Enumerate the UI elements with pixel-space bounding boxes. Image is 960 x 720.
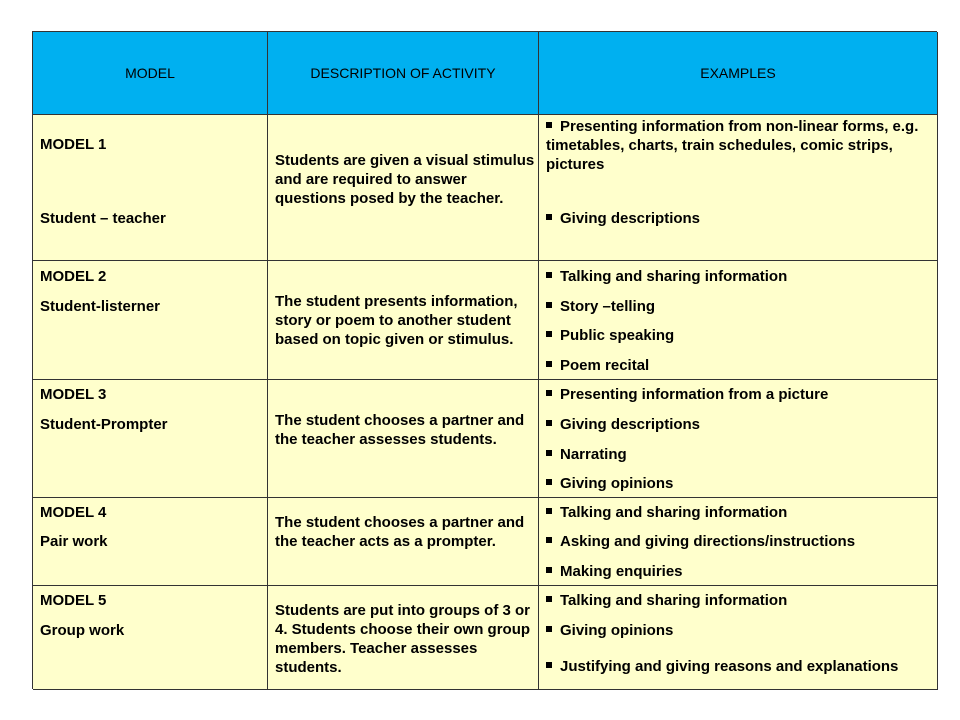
activity-models-table xyxy=(32,31,937,689)
row-2-example-3-text: Public speaking xyxy=(560,327,675,344)
row-5-description-cell xyxy=(268,586,539,690)
row-4-example-1 xyxy=(546,503,787,522)
row-2-description: The student presents information, story or poem to another student based on topic given or stimulus. xyxy=(275,293,518,348)
row-5-example-1-text: Talking and sharing information xyxy=(560,592,788,609)
row-5-example-2 xyxy=(546,621,673,640)
row-2-examples-cell xyxy=(539,261,938,380)
row-3-model-cell xyxy=(33,380,268,498)
row-3-description-cell xyxy=(268,380,539,498)
row-4-model-title: MODEL 4 xyxy=(40,504,107,521)
header-description-label: DESCRIPTION OF ACTIVITY xyxy=(310,64,496,81)
row-1-example-1 xyxy=(546,117,931,174)
row-4-examples-cell xyxy=(539,498,938,586)
row-2-model-title: MODEL 2 xyxy=(40,268,107,285)
header-model xyxy=(33,32,268,115)
bullet-icon xyxy=(546,122,552,128)
row-1-description: Students are given a visual stimulus and are required to answer questions posed by the teacher. xyxy=(275,152,535,207)
row-5-example-1 xyxy=(546,591,787,610)
row-1-example-1-text: Presenting information from non-linear forms, e.g. timetables, charts, train schedules, comic strips, pictures xyxy=(546,118,919,173)
row-3-model-role: Student-Prompter xyxy=(40,416,168,433)
bullet-icon xyxy=(546,302,552,308)
bullet-icon xyxy=(546,567,552,573)
row-1-description-cell xyxy=(268,115,539,261)
row-2-example-3 xyxy=(546,326,674,345)
row-2-example-2-text: Story –telling xyxy=(560,298,656,315)
row-3-example-1 xyxy=(546,385,828,404)
row-1-examples-cell xyxy=(539,115,938,261)
row-1-model-cell xyxy=(33,115,268,261)
bullet-icon xyxy=(546,479,552,485)
row-3-example-2 xyxy=(546,415,700,434)
row-4-description: The student chooses a partner and the teacher acts as a prompter. xyxy=(275,514,525,550)
bullet-icon xyxy=(546,450,552,456)
row-2-example-2 xyxy=(546,297,655,316)
row-4-model-role: Pair work xyxy=(40,533,108,550)
row-5-model-title: MODEL 5 xyxy=(40,592,107,609)
row-2-description-cell xyxy=(268,261,539,380)
row-1-model-title: MODEL 1 xyxy=(40,136,107,153)
bullet-icon xyxy=(546,214,552,220)
bullet-icon xyxy=(546,390,552,396)
row-4-example-3 xyxy=(546,562,683,581)
row-5-example-3-text: Justifying and giving reasons and explanations xyxy=(560,658,899,675)
row-5-example-2-text: Giving opinions xyxy=(560,622,674,639)
row-5-examples-cell xyxy=(539,586,938,690)
header-description xyxy=(268,32,539,115)
bullet-icon xyxy=(546,272,552,278)
header-examples xyxy=(539,32,938,115)
row-3-example-4-text: Giving opinions xyxy=(560,475,674,492)
row-4-model-cell xyxy=(33,498,268,586)
row-4-description-cell xyxy=(268,498,539,586)
row-3-description: The student chooses a partner and the teacher assesses students. xyxy=(275,412,525,448)
row-4-example-2 xyxy=(546,532,855,551)
header-examples-label: EXAMPLES xyxy=(700,64,776,81)
bullet-icon xyxy=(546,331,552,337)
row-2-example-4 xyxy=(546,356,649,375)
row-4-example-3-text: Making enquiries xyxy=(560,563,683,580)
row-5-example-3 xyxy=(546,657,898,676)
row-3-examples-cell xyxy=(539,380,938,498)
bullet-icon xyxy=(546,626,552,632)
bullet-icon xyxy=(546,537,552,543)
row-2-example-1-text: Talking and sharing information xyxy=(560,268,788,285)
row-5-model-cell xyxy=(33,586,268,690)
row-2-example-1 xyxy=(546,267,787,286)
row-2-example-4-text: Poem recital xyxy=(560,357,650,374)
bullet-icon xyxy=(546,662,552,668)
bullet-icon xyxy=(546,596,552,602)
bullet-icon xyxy=(546,361,552,367)
row-1-example-2 xyxy=(546,209,700,228)
row-1-example-2-text: Giving descriptions xyxy=(560,210,701,227)
row-3-example-3 xyxy=(546,445,627,464)
row-4-example-1-text: Talking and sharing information xyxy=(560,504,788,521)
row-2-model-role: Student-listerner xyxy=(40,298,161,315)
row-3-example-4 xyxy=(546,474,673,493)
row-5-description: Students are put into groups of 3 or 4. Students choose their own group members. Teacher assesses students. xyxy=(275,602,531,676)
row-5-model-role: Group work xyxy=(40,622,125,639)
row-3-example-3-text: Narrating xyxy=(560,446,627,463)
row-3-model-title: MODEL 3 xyxy=(40,386,107,403)
bullet-icon xyxy=(546,508,552,514)
bullet-icon xyxy=(546,420,552,426)
row-2-model-cell xyxy=(33,261,268,380)
row-3-example-2-text: Giving descriptions xyxy=(560,416,701,433)
row-3-example-1-text: Presenting information from a picture xyxy=(560,386,829,403)
row-1-model-role: Student – teacher xyxy=(40,210,166,227)
header-model-label: MODEL xyxy=(125,64,175,81)
row-4-example-2-text: Asking and giving directions/instructions xyxy=(560,533,856,550)
